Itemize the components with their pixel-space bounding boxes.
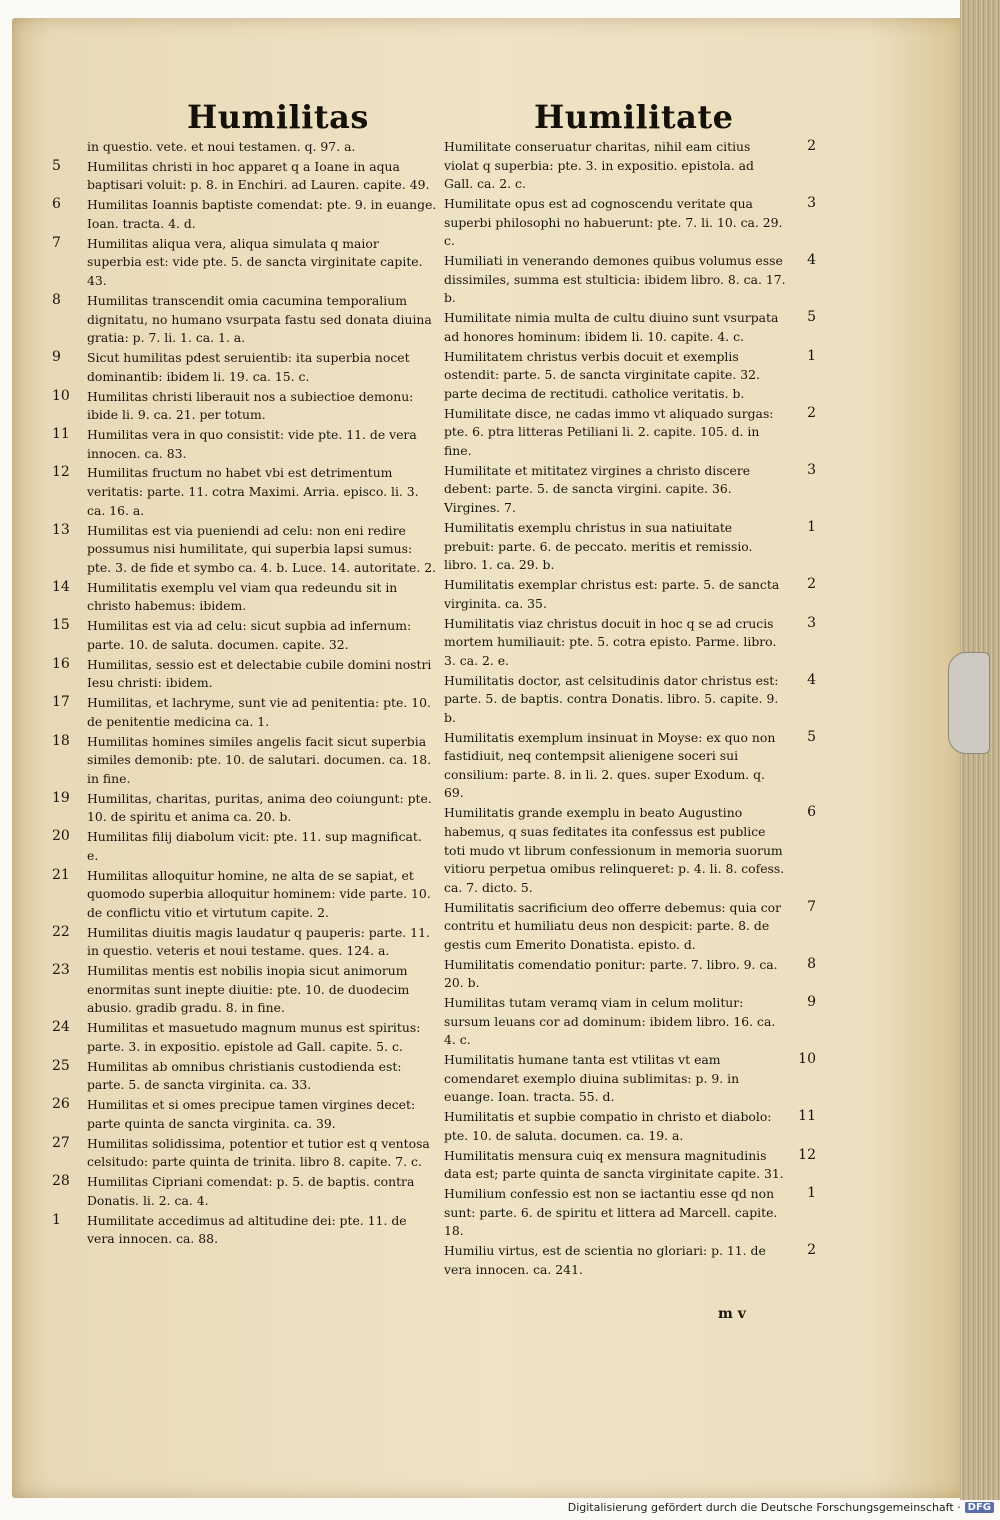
entry-text: Humilitatis humane tanta est vtilitas vt eam comendaret exemplo diuina sublimitas: p. 9. in euange. Ioan. tracta. 55. d.	[444, 1052, 740, 1105]
index-entry	[436, 1108, 816, 1145]
entry-text: Humilitas christi liberauit nos a subiectioe demonu: ibide li. 9. ca. 21. per totum.	[87, 388, 414, 423]
entry-text: Humilitas, et lachryme, sunt vie ad penitentia: pte. 10. de penitentie medicina ca. 1.	[87, 695, 431, 729]
entry-text: Humilitas est via pueniendi ad celu: non eni redire possumus nisi humilitate, qui superbia lapsi sumus: pte. 3. de fide et symbo ca. 4. b. Luce. 14. autoritate. 2.	[87, 522, 437, 575]
index-entry	[52, 158, 437, 195]
index-entry	[52, 292, 437, 348]
index-entry	[52, 138, 437, 157]
index-entry	[52, 694, 437, 731]
entry-number: 6	[807, 804, 816, 821]
entry-number: 20	[52, 828, 70, 845]
entry-number: 1	[807, 518, 816, 535]
index-entry	[52, 924, 437, 961]
index-entry	[52, 464, 437, 520]
entry-text: Sicut humilitas pdest seruientib: ita superbia nocet dominantib: ibidem li. 19. ca. 15. c.	[87, 350, 410, 384]
index-entry	[52, 1096, 437, 1133]
entry-text: Humilitatis grande exemplu in beato Augustino habemus, q suas feditates ita confessus est publice toti mudo vt librum confessionum in memoria suorum vitioru perpetua omibus relinqueret: p. 4. li. 8. cofess. ca. 7. dicto. 5.	[444, 805, 785, 895]
entry-text: Humilitas, sessio est et delectabie cubile domini nostri Iesu christi: ibidem.	[87, 656, 432, 691]
entry-text: Humilitate accedimus ad altitudine dei: pte. 11. de vera innocen. ca. 88.	[87, 1212, 407, 1247]
entry-text: Humilitate conseruatur charitas, nihil eam citius violat q superbia: pte. 3. in expositio. epistola. ad Gall. ca. 2. c.	[444, 139, 754, 192]
entry-number: 8	[807, 955, 816, 972]
entry-text: Humilitate nimia multa de cultu diuino sunt vsurpata ad honores hominum: ibidem li. 10. capite. 4. c.	[444, 310, 779, 344]
entry-number: 18	[52, 732, 70, 749]
entry-number: 1	[52, 1211, 61, 1228]
entry-text: Humilitas transcendit omia cacumina temporalium dignitatu, no humano vsurpata fastu sed donata diuina gratia: p. 7. li. 1. ca. 1. a.	[87, 292, 432, 346]
entry-text: Humilitas fructum no habet vbi est detrimentum veritatis: parte. 11. cotra Maximi. Arria. episco. li. 3. ca. 16. a.	[87, 465, 419, 518]
index-entry	[52, 790, 437, 827]
index-entry	[52, 426, 437, 463]
dfg-logo: DFG	[965, 1502, 994, 1513]
entry-text: Humilitate opus est ad cognoscendu veritate qua superbi philosophi no habuerunt: pte. 7. li. 10. ca. 29. c.	[444, 196, 783, 249]
index-entry	[436, 899, 816, 955]
entry-number: 7	[807, 898, 816, 915]
index-entry	[52, 867, 437, 923]
entry-number: 12	[798, 1146, 816, 1163]
index-entry	[436, 348, 816, 404]
entry-text: Humilitas Ioannis baptiste comendat: pte. 9. in euange. Ioan. tracta. 4. d.	[87, 197, 437, 231]
entry-number: 1	[807, 1185, 816, 1202]
entry-number: 4	[807, 671, 816, 688]
book-page	[12, 18, 967, 1498]
index-entry	[52, 388, 437, 425]
index-entry	[52, 617, 437, 654]
entry-text: Humilitatem christus verbis docuit et exemplis ostendit: parte. 5. de sancta virginitate capite. 32. parte decima de rectitudi. catholice veritatis. b.	[444, 348, 760, 401]
entry-number: 19	[52, 789, 70, 806]
index-entry	[52, 1058, 437, 1095]
entry-text: Humilitas et si omes precipue tamen virgines decet: parte quinta de sancta virginita. ca. 39.	[87, 1097, 416, 1131]
left-column-heading: Humilitas	[187, 98, 369, 136]
entry-number: 11	[52, 425, 70, 442]
entry-text: Humilitas solidissima, potentior et tutior est q ventosa celsitudo: parte quinta de trinita. libro 8. capite. 7. c.	[87, 1135, 430, 1170]
entry-number: 12	[52, 464, 70, 481]
entry-text: Humilitas et masuetudo magnum munus est spiritus: parte. 3. in expositio. epistole ad Gall. capite. 5. c.	[87, 1020, 421, 1054]
index-entry	[52, 1135, 437, 1172]
entry-text: Humiliu virtus, est de scientia no gloriari: p. 11. de vera innocen. ca. 241.	[444, 1243, 766, 1277]
index-entry	[436, 138, 816, 194]
index-entry	[436, 729, 816, 803]
entry-text: Humilitatis mensura cuiq ex mensura magnitudinis data est; parte quinta de sancta virginitate capite. 31.	[444, 1147, 784, 1182]
index-entry	[52, 522, 437, 578]
entry-number: 26	[52, 1096, 70, 1113]
entry-text: Humilitate disce, ne cadas immo vt aliquado surgas: pte. 6. ptra litteras Petiliani li. 2. capite. 105. d. in fine.	[444, 405, 774, 458]
entry-number: 2	[807, 404, 816, 421]
index-entry	[436, 309, 816, 346]
index-entry	[436, 804, 816, 897]
entry-number: 10	[798, 1051, 816, 1068]
entry-text: Humilitas diuitis magis laudatur q pauperis: parte. 11. in questio. veteris et noui testame. ques. 124. a.	[87, 924, 430, 959]
entry-number: 2	[807, 576, 816, 593]
left-column	[52, 138, 437, 1250]
entry-text: Humilitatis sacrificium deo offerre debemus: quia cor contritu et humiliatu deus non despicit: parte. 8. de gestis cum Emerito Donatista. episto. d.	[444, 899, 782, 952]
entry-text: Humilitas alloquitur homine, ne alta de se sapiat, et quomodo superbia alloquitur hominem: vide parte. 10. de conflictu vitio et virtutum capite. 2.	[87, 867, 431, 920]
index-entry	[436, 195, 816, 251]
index-entry	[52, 656, 437, 693]
entry-number: 21	[52, 866, 70, 883]
index-entry	[52, 1019, 437, 1056]
page-tab	[948, 652, 990, 754]
index-entry	[52, 235, 437, 291]
entry-number: 8	[52, 291, 61, 308]
index-entry	[52, 962, 437, 1018]
entry-number: 23	[52, 962, 70, 979]
entry-text: Humilitas vera in quo consistit: vide pte. 11. de vera innocen. ca. 83.	[87, 426, 417, 461]
entry-number: 27	[52, 1134, 70, 1151]
entry-text: Humilitas tutam veramq viam in celum molitur: sursum leuans cor ad dominum: ibidem libro. 16. ca. 4. c.	[444, 995, 776, 1048]
entry-text: Humilitatis exemplum insinuat in Moyse: ex quo non fastidiuit, neq contempsit alienigene soceri sui consilium: parte. 8. in li. 2. ques. super Exodum. q. 69.	[444, 729, 776, 801]
entry-text: Humilitas filij diabolum vicit: pte. 11. sup magnificat. e.	[87, 829, 422, 863]
entry-number: 2	[807, 1242, 816, 1259]
index-entry	[436, 519, 816, 575]
entry-number: 17	[52, 694, 70, 711]
entry-text: Humiliati in venerando demones quibus volumus esse dissimiles, summa est stulticia: ibidem libro. 8. ca. 17. b.	[444, 253, 786, 306]
entry-number: 14	[52, 578, 70, 595]
index-entry	[436, 956, 816, 993]
index-entry	[436, 462, 816, 518]
index-entry	[52, 828, 437, 865]
entry-text: Humilitas christi in hoc apparet q a Ioane in aqua baptisari voluit: p. 8. in Enchiri. ad Lauren. capite. 49.	[87, 158, 430, 193]
entry-text: Humilitatis et supbie compatio in christo et diabolo: pte. 10. de saluta. documen. ca. 19. a.	[444, 1109, 772, 1143]
entry-number: 13	[52, 521, 70, 538]
entry-number: 3	[807, 461, 816, 478]
entry-number: 10	[52, 387, 70, 404]
entry-number: 15	[52, 617, 70, 634]
entry-text: Humilitatis exemplu christus in sua natiuitate prebuit: parte. 6. de peccato. meritis et remissio. libro. 1. ca. 29. b.	[444, 519, 753, 573]
index-entry	[436, 1242, 816, 1279]
right-column-heading: Humilitate	[534, 98, 734, 136]
index-entry	[436, 252, 816, 308]
entry-number: 11	[798, 1108, 816, 1125]
index-entry	[436, 615, 816, 671]
entry-number: 5	[807, 728, 816, 745]
index-entry	[436, 994, 816, 1050]
index-entry	[436, 672, 816, 728]
index-entry	[436, 1051, 816, 1107]
entry-text: Humilitate et mititatez virgines a christo discere debent: parte. 5. de sancta virgini. capite. 36. Virgines. 7.	[444, 462, 751, 516]
entry-number: 5	[52, 157, 61, 174]
entry-number: 9	[52, 349, 61, 366]
footer	[568, 1501, 994, 1514]
entry-text: Humilitas Cipriani comendat: p. 5. de baptis. contra Donatis. li. 2. ca. 4.	[87, 1174, 415, 1208]
entry-number: 16	[52, 655, 70, 672]
entry-text: Humilium confessio est non se iactantiu esse qd non sunt: parte. 6. de spiritu et littera ad Marcell. capite. 18.	[444, 1186, 778, 1239]
index-entry	[52, 579, 437, 616]
entry-text: Humilitatis doctor, ast celsitudinis dator christus est: parte. 5. de baptis. contra Donatis. libro. 5. capite. 9. b.	[444, 672, 779, 725]
entry-text: Humilitatis exemplu vel viam qua redeundu sit in christo habemus: ibidem.	[87, 579, 398, 614]
entry-number: 28	[52, 1173, 70, 1190]
index-entry	[52, 1212, 437, 1249]
entry-number: 1	[807, 347, 816, 364]
entry-text: Humilitas, charitas, puritas, anima deo coiungunt: pte. 10. de spiritu et anima ca. 20. b.	[87, 790, 432, 825]
entry-text: Humilitatis comendatio ponitur: parte. 7. libro. 9. ca. 20. b.	[444, 956, 778, 991]
entry-text: Humilitas mentis est nobilis inopia sicut animorum enormitas sunt inepte diuitie: pte. 10. de duodecim abusio. gradib gradu. 8. in fine.	[87, 963, 410, 1016]
entry-text: Humilitatis viaz christus docuit in hoc q se ad crucis mortem humiliauit: pte. 5. cotra episto. Parme. libro. 3. ca. 2. e.	[444, 615, 777, 668]
entry-text: in questio. vete. et noui testamen. q. 97. a.	[87, 139, 356, 154]
right-column	[436, 138, 816, 1281]
index-entry	[52, 196, 437, 233]
index-entry	[52, 1173, 437, 1210]
entry-number: 5	[807, 309, 816, 326]
footer-text: Digitalisierung gefördert durch die Deutsche Forschungsgemeinschaft ·	[567, 1501, 961, 1514]
index-entry	[52, 733, 437, 789]
entry-text: Humilitas aliqua vera, aliqua simulata q maior superbia est: vide pte. 5. de sancta virginitate capite. 43.	[87, 235, 423, 289]
entry-number: 2	[807, 138, 816, 154]
entry-number: 4	[807, 252, 816, 269]
entry-text: Humilitas ab omnibus christianis custodienda est: parte. 5. de sancta virginita. ca. 33.	[87, 1058, 402, 1093]
index-entry	[436, 405, 816, 461]
entry-number: 7	[52, 234, 61, 251]
entry-number: 3	[807, 195, 816, 212]
signature-mark: m v	[718, 1306, 746, 1322]
index-entry	[436, 576, 816, 613]
entry-text: Humilitatis exemplar christus est: parte. 5. de sancta virginita. ca. 35.	[444, 577, 780, 611]
entry-number: 9	[807, 994, 816, 1011]
entry-text: Humilitas homines similes angelis facit sicut superbia similes demonib: pte. 10. de salutari. documen. ca. 18. in fine.	[87, 733, 432, 786]
entry-number: 22	[52, 923, 70, 940]
entry-number: 24	[52, 1019, 70, 1036]
entry-number: 25	[52, 1057, 70, 1074]
entry-text: Humilitas est via ad celu: sicut supbia ad infernum: parte. 10. de saluta. documen. capite. 32.	[87, 618, 412, 652]
index-entry	[52, 349, 437, 386]
entry-number: 3	[807, 614, 816, 631]
entry-number: 6	[52, 196, 61, 213]
index-entry	[436, 1185, 816, 1241]
index-entry	[436, 1147, 816, 1184]
